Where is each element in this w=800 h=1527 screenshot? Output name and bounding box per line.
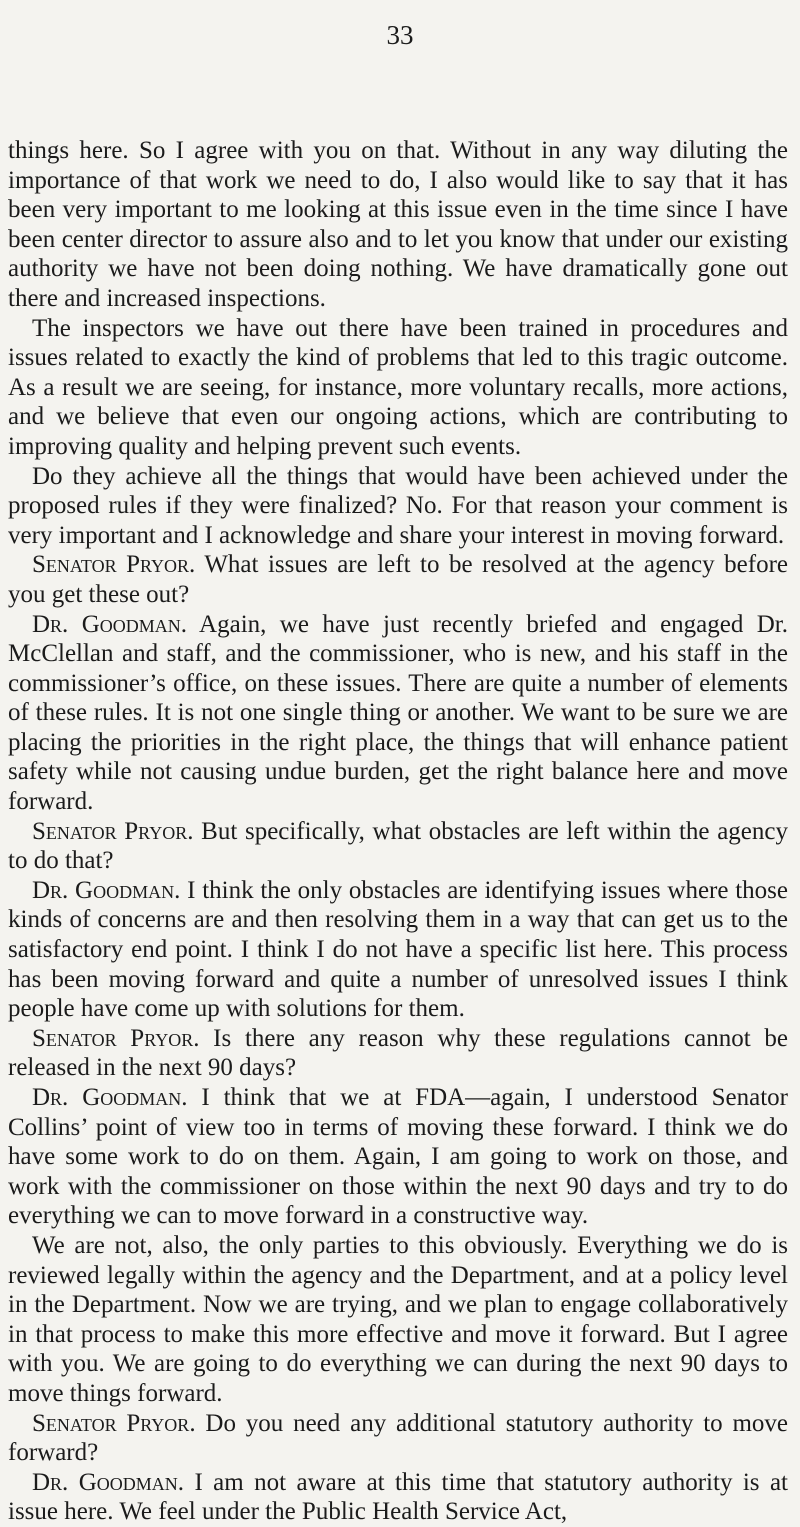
paragraph-text: The inspectors we have out there have been trained in procedures and issues related to exactly the kind of problems that led to this tragic outcome. As a result we are seeing, for instance, more voluntary recalls, more actions, and we believe that even our ongoing actions, which are contributing to improving quality and helping prevent such events.: [8, 314, 788, 460]
paragraph-text: I think that we at FDA—again, I understood Senator Collins’ point of view too in terms of moving these forward. I think we do have some work to do on them. Again, I am going to work on those, and work with the commissioner on those within the next 90 days and try to do everything we can to move forward in a constructive way.: [8, 1084, 788, 1230]
paragraph: [8, 462, 788, 551]
paragraph-text: What issues are left to be resolved at the agency before you get these out?: [8, 551, 789, 608]
paragraph: [8, 136, 788, 314]
paragraph-text: Do they achieve all the things that would have been achieved under the proposed rules if they were finalized? No. For that reason your comment is very important and I acknowledge and share your interest in moving forward.: [8, 462, 788, 549]
speaker-name: Dr. Goodman.: [32, 610, 188, 638]
paragraph: [8, 1409, 788, 1468]
paragraph-text: But specifically, what obstacles are left within the agency to do that?: [8, 817, 788, 875]
paragraph-text: Again, we have just recently briefed and engaged Dr. McClellan and staff, and the commissioner, who is new, and his staff in the commissioner’s office, on these issues. There are quite a number of elements of these rules. It is not one single thing or another. We want to be sure we are placing the priorities in the right place, the things that will enhance patient safety while not causing undue burden, get the right balance here and move forward.: [8, 610, 789, 816]
speaker-name: Senator Pryor.: [32, 817, 194, 845]
paragraph: [8, 1468, 788, 1527]
paragraph: [8, 610, 788, 817]
speaker-name: Dr. Goodman.: [32, 1468, 185, 1496]
paragraph-text: We are not, also, the only parties to this obviously. Everything we do is reviewed legally within the agency and the Department, and at a policy level in the Department. Now we are trying, and we plan to engage collaboratively in that process to make this more effective and move it forward. But I agree with you. We are going to do everything we can during the next 90 days to move things forward.: [8, 1231, 788, 1407]
speaker-name: Dr. Goodman.: [32, 876, 181, 904]
document-body: [8, 136, 788, 1527]
paragraph: [8, 1083, 788, 1231]
speaker-name: Senator Pryor.: [32, 551, 196, 579]
page-number: 33: [386, 20, 414, 50]
paragraph: [8, 550, 788, 609]
paragraph: [8, 876, 788, 1024]
paragraph: [8, 1231, 788, 1409]
paragraph-text: things here. So I agree with you on that. Without in any way diluting the importance of that work we need to do, I also would like to say that it has been very important to me looking at this issue even in the time since I have been center director to assure also and to let you know that under our existing authority we have not been doing nothing. We have dramatically gone out there and increased inspections.: [8, 137, 788, 312]
speaker-name: Senator Pryor.: [32, 1409, 196, 1437]
speaker-name: Dr. Goodman.: [32, 1084, 188, 1111]
paragraph-text: I think the only obstacles are identifying issues where those kinds of concerns are and then resolving them in a way that can get us to the satisfactory end point. I think I do not have a specific list here. This process has been moving forward and quite a number of unresolved issues I think people have come up with solutions for them.: [8, 876, 788, 1023]
speaker-name: Senator Pryor.: [32, 1024, 200, 1052]
paragraph-text: I am not aware at this time that statutory authority is at issue here. We feel under the Public Health Service Act,: [8, 1468, 788, 1526]
paragraph-text: Is there any reason why these regulations cannot be released in the next 90 days?: [8, 1024, 788, 1082]
paragraph: [8, 1024, 788, 1083]
paragraph-text: Do you need any additional statutory authority to move forward?: [8, 1409, 788, 1467]
paragraph: [8, 314, 788, 462]
paragraph: [8, 817, 788, 876]
